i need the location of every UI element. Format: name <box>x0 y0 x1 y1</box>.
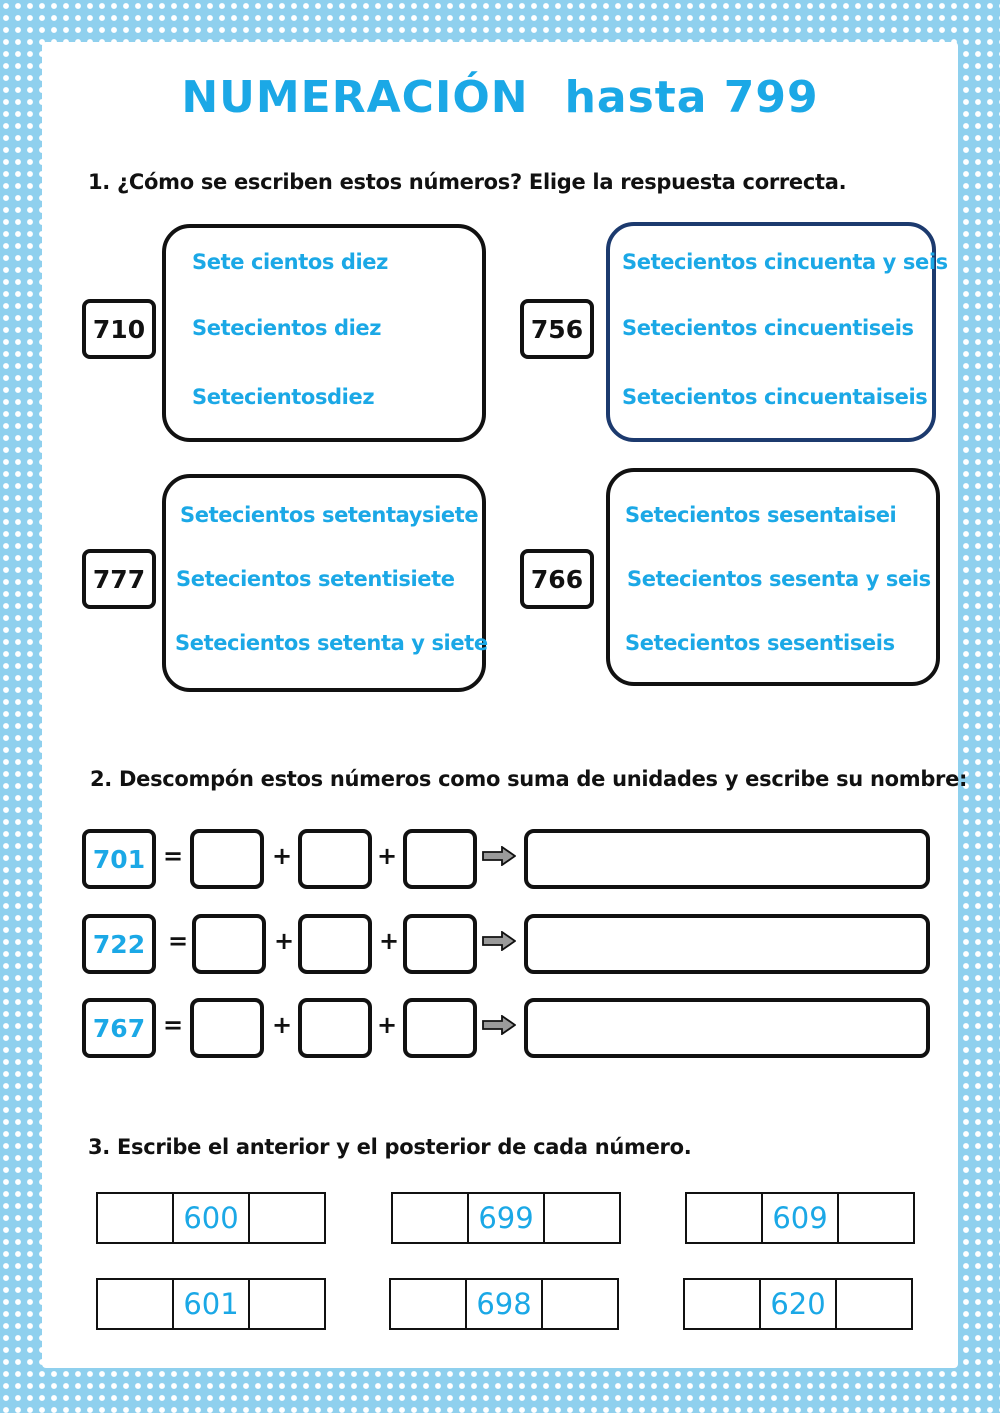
neighbor-row-699 <box>391 1192 621 1244</box>
next-number-input[interactable] <box>250 1280 324 1328</box>
given-number: 601 <box>174 1280 250 1328</box>
option-756-a[interactable]: Setecientos cincuenta y seis <box>622 250 948 274</box>
name-input[interactable] <box>524 829 930 889</box>
equals-sign: = <box>168 927 189 955</box>
title-word-numeracion: NUMERACIÓN <box>181 72 529 123</box>
units-input[interactable] <box>403 914 477 974</box>
next-number-input[interactable] <box>543 1280 617 1328</box>
neighbor-row-601 <box>96 1278 326 1330</box>
given-number: 609 <box>763 1194 839 1242</box>
neighbor-row-609 <box>685 1192 915 1244</box>
option-710-c[interactable]: Setecientosdiez <box>192 385 375 409</box>
given-number: 600 <box>174 1194 250 1242</box>
option-766-c[interactable]: Setecientos sesentiseis <box>625 631 895 655</box>
number-box-756: 756 <box>520 299 594 359</box>
option-766-b[interactable]: Setecientos sesenta y seis <box>627 567 931 591</box>
neighbor-row-600 <box>96 1192 326 1244</box>
equals-sign: = <box>163 842 184 870</box>
section1-instruction: 1. ¿Cómo se escriben estos números? Elige la respuesta correcta. <box>88 170 847 194</box>
previous-number-input[interactable] <box>393 1194 469 1242</box>
tens-input[interactable] <box>298 829 372 889</box>
title-word-hasta: hasta 799 <box>564 72 819 123</box>
hundreds-input[interactable] <box>190 998 264 1058</box>
option-777-c[interactable]: Setecientos setenta y siete <box>175 631 488 655</box>
number-box-766: 766 <box>520 549 594 609</box>
decompose-number-767: 767 <box>82 998 156 1058</box>
page-title <box>0 72 1000 123</box>
units-input[interactable] <box>403 829 477 889</box>
hundreds-input[interactable] <box>190 829 264 889</box>
option-756-b[interactable]: Setecientos cincuentiseis <box>622 316 914 340</box>
previous-number-input[interactable] <box>98 1280 174 1328</box>
plus-sign: + <box>377 842 398 870</box>
neighbor-row-620 <box>683 1278 913 1330</box>
given-number: 620 <box>761 1280 837 1328</box>
right-arrow-icon <box>482 846 516 866</box>
option-710-b[interactable]: Setecientos diez <box>192 316 382 340</box>
section3-instruction: 3. Escribe el anterior y el posterior de cada número. <box>88 1135 692 1159</box>
plus-sign: + <box>379 927 400 955</box>
previous-number-input[interactable] <box>98 1194 174 1242</box>
next-number-input[interactable] <box>839 1194 913 1242</box>
neighbor-row-698 <box>389 1278 619 1330</box>
next-number-input[interactable] <box>837 1280 911 1328</box>
option-777-b[interactable]: Setecientos setentisiete <box>176 567 455 591</box>
hundreds-input[interactable] <box>192 914 266 974</box>
name-input[interactable] <box>524 998 930 1058</box>
tens-input[interactable] <box>298 914 372 974</box>
equals-sign: = <box>163 1011 184 1039</box>
next-number-input[interactable] <box>545 1194 619 1242</box>
right-arrow-icon <box>482 1015 516 1035</box>
given-number: 698 <box>467 1280 543 1328</box>
option-710-a[interactable]: Sete cientos diez <box>192 250 388 274</box>
right-arrow-icon <box>482 931 516 951</box>
decompose-number-722: 722 <box>82 914 156 974</box>
plus-sign: + <box>272 1011 293 1039</box>
previous-number-input[interactable] <box>685 1280 761 1328</box>
number-box-777: 777 <box>82 549 156 609</box>
option-777-a[interactable]: Setecientos setentaysiete <box>180 503 479 527</box>
plus-sign: + <box>274 927 295 955</box>
section2-instruction: 2. Descompón estos números como suma de unidades y escribe su nombre: <box>90 767 968 791</box>
units-input[interactable] <box>403 998 477 1058</box>
name-input[interactable] <box>524 914 930 974</box>
plus-sign: + <box>272 842 293 870</box>
previous-number-input[interactable] <box>687 1194 763 1242</box>
option-756-c[interactable]: Setecientos cincuentaiseis <box>622 385 928 409</box>
option-766-a[interactable]: Setecientos sesentaisei <box>625 503 897 527</box>
next-number-input[interactable] <box>250 1194 324 1242</box>
number-box-710: 710 <box>82 299 156 359</box>
given-number: 699 <box>469 1194 545 1242</box>
decompose-number-701: 701 <box>82 829 156 889</box>
previous-number-input[interactable] <box>391 1280 467 1328</box>
tens-input[interactable] <box>298 998 372 1058</box>
plus-sign: + <box>377 1011 398 1039</box>
